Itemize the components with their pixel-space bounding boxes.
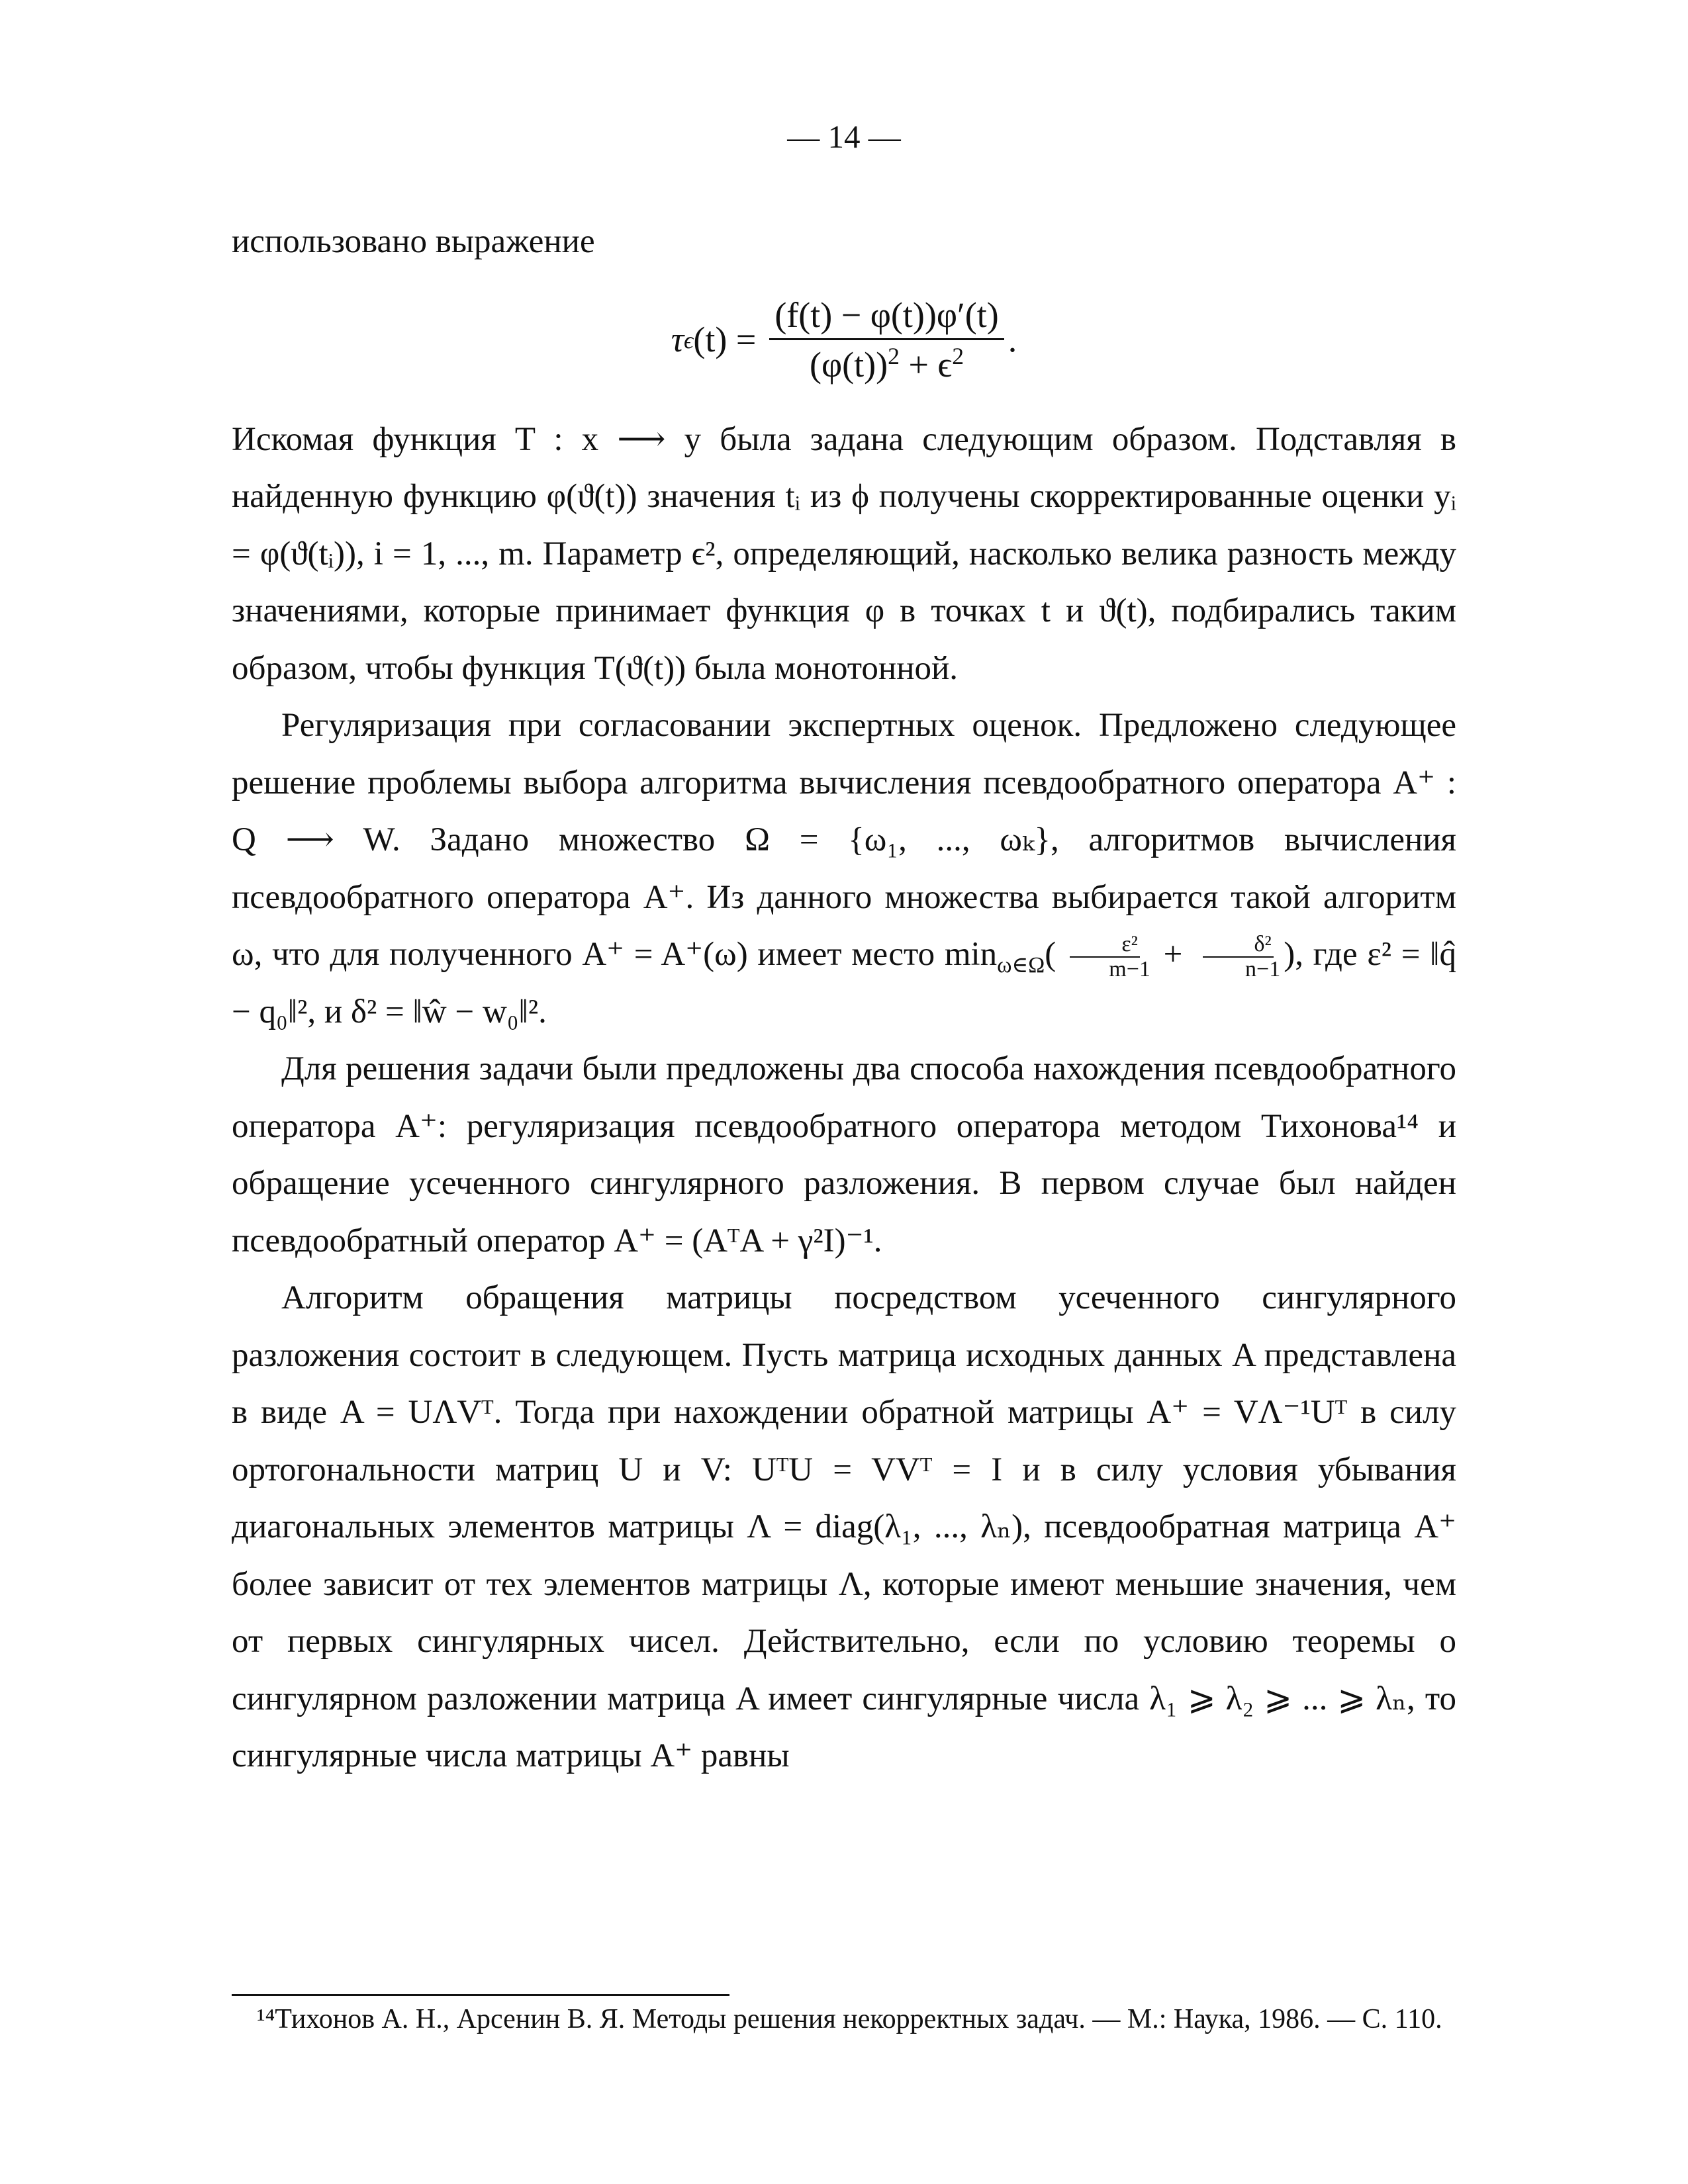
fraction-delta-num: δ² xyxy=(1203,933,1274,958)
fraction-epsilon xyxy=(1057,933,1152,981)
formula-fraction xyxy=(769,295,1004,385)
formula-lhs-arg: (t) = xyxy=(693,320,757,360)
formula-end: . xyxy=(1008,320,1017,360)
paragraph-2: Регуляризация при согласовании экспертных оценок. Предложено следующее решение проблемы выбора алгоритма вычисления псевдообратного оператора A⁺ : Q ⟶ W. Задано множество Ω = {ω₁, ..., ωₖ}, алгоритмов вычисления псевдообратного оператора A⁺. Из данного множества выбирается такой алгоритм ω, что для полученного A⁺ = A⁺(ω) имеет место $\min_{\omega\in\Omega}$( $\frac{\text{ε²}}{m-1}$ + $\frac{\text{δ²}}{n-1}$ ), где ε² = ‖q̂ − q₀‖², и δ² = ‖ŵ − w₀‖². xyxy=(232,707,1457,1030)
formula-denominator-rest: + ϵ xyxy=(899,345,953,385)
fraction-delta xyxy=(1194,933,1282,981)
paragraph-2-part-b: ), где ε² = ‖q̂ − q₀‖², и δ² = ‖ŵ − w₀‖². xyxy=(232,936,1457,1030)
formula-denominator-main: (φ(t)) xyxy=(810,345,888,385)
formula-denominator: $(\varphi(t))^2 + \epsilon^2$ xyxy=(810,343,964,385)
main-text xyxy=(232,213,1456,1785)
formula-lhs: τ xyxy=(671,320,684,360)
paragraph-2-part-a: Регуляризация при согласовании экспертных оценок. Предложено следующее решение проблемы выбора алгоритма вычисления псевдообратного оператора A⁺ : Q ⟶ W. Задано множество Ω = {ω₁, ..., ωₖ}, алгоритмов вычисления псевдообратного оператора A⁺. Из данного множества выбирается такой алгоритм ω, что для полученного A⁺ = A⁺(ω) имеет место min xyxy=(232,707,1456,973)
page-number: — 14 — xyxy=(787,118,901,155)
footnote xyxy=(232,1999,1456,2040)
min-subscript: ω∈Ω xyxy=(997,953,1045,978)
fraction-epsilon-den: m−1 xyxy=(1109,957,1150,982)
paragraph-4: Алгоритм обращения матрицы посредством усеченного сингулярного разложения состоит в следующем. Пусть матрица исходных данных A представлена в виде A = UΛVᵀ. Тогда при нахождении обратной матрицы A⁺ = VΛ⁻¹Uᵀ в силу ортогональности матриц U и V: UᵀU = VVᵀ = I и в силу условия убывания диагональных элементов матрицы Λ = diag(λ₁, ..., λₙ), псевдообратная матрица A⁺ более зависит от тех элементов матрицы Λ, которые имеют меньшие значения, чем от первых сингулярных чисел. Действительно, если по условию теоремы о сингулярном разложении матрица A имеет сингулярные числа λ₁ ⩾ λ₂ ⩾ ... ⩾ λₙ, то сингулярные числа матрицы A⁺ равны xyxy=(232,1279,1456,1774)
display-formula xyxy=(232,277,1456,403)
formula-lhs-sub: ϵ xyxy=(684,326,694,353)
footnote-text: ¹⁴Тихонов А. Н., Арсенин В. Я. Методы решения некорректных задач. — М.: Наука, 1986. — С. 110. xyxy=(257,2004,1442,2034)
formula-numerator: (f(t) − φ(t))φ′(t) xyxy=(769,295,1004,340)
paragraph-1: Искомая функция T : x ⟶ y была задана следующим образом. Подставляя в найденную функцию φ(ϑ(t)) значения tᵢ из ϕ получены скорректированные оценки yᵢ = φ(ϑ(tᵢ)), i = 1, ..., m. Параметр ϵ², определяющий, насколько велика разность между значениями, которые принимает функция φ в точках t и ϑ(t), подбирались таким образом, чтобы функция T(ϑ(t)) была монотонной. xyxy=(232,420,1456,687)
fraction-epsilon-num: ε² xyxy=(1070,933,1139,958)
intro-line: использовано выражение xyxy=(232,223,595,260)
paragraph-3: Для решения задачи были предложены два способа нахождения псевдообратного оператора A⁺: регуляризация псевдообратного оператора методом Тихонова¹⁴ и обращение усеченного сингулярного разложения. В первом случае был найден псевдообратный оператор A⁺ = (AᵀA + γ²I)⁻¹. xyxy=(232,1050,1456,1259)
footnote-divider xyxy=(232,1994,729,1996)
fraction-delta-den: n−1 xyxy=(1245,957,1281,982)
